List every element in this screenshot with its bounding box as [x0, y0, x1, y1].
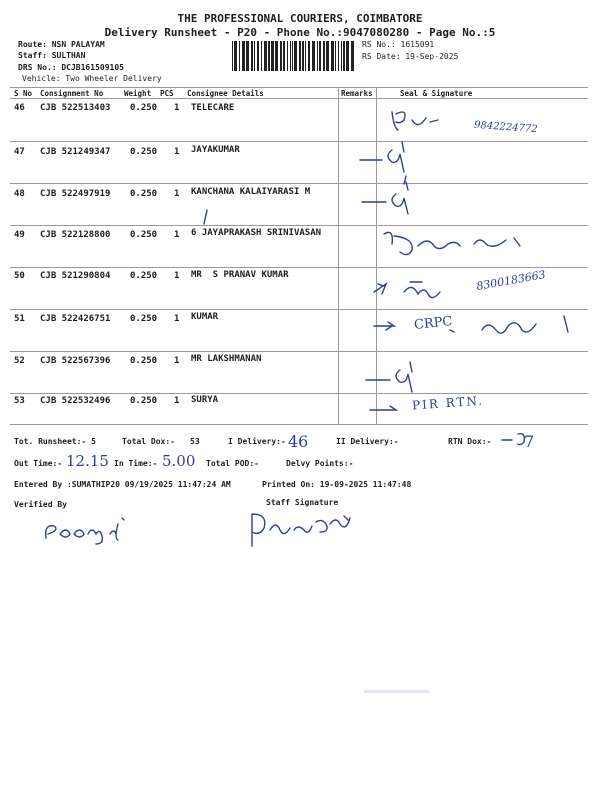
tot-runsheet: Tot. Runsheet:- 5	[14, 437, 96, 446]
i-delivery-value: 46	[288, 432, 309, 451]
row-consignment: CJB 522497919	[40, 189, 111, 199]
row-consignment: CJB 522532496	[40, 396, 111, 406]
col-consignment: Consignment No	[40, 89, 104, 98]
verified-signature	[46, 518, 124, 544]
row-pcs: 1	[174, 356, 180, 366]
staff-label: Staff: SULTHAN	[18, 51, 86, 60]
row-consignee: SURYA	[191, 395, 219, 405]
row-sno: 46	[14, 103, 25, 113]
printed-on: Printed On: 19-09-2025 11:47:48	[262, 480, 412, 489]
signature-row-49	[384, 232, 520, 254]
row-consignee: MR S PRANAV KUMAR	[191, 270, 289, 280]
entered-by: Entered By :SUMATHIP20 09/19/2025 11:47:24 AM	[14, 480, 231, 489]
row-consignee: TELECARE	[191, 103, 235, 113]
in-time-label: In Time:-	[114, 459, 158, 468]
row-consignment: CJB 522128800	[40, 230, 111, 240]
row-consignee: 6 JAYAPRAKASH SRINIVASAN	[191, 228, 322, 238]
row-pcs: 1	[174, 396, 180, 406]
pir-rtn-note: PIR RTN.	[411, 393, 485, 413]
row-pcs: 1	[174, 314, 180, 324]
rs-number: RS No.: 1615091	[362, 40, 435, 49]
row-consignment: CJB 521290804	[40, 271, 111, 281]
staff-signature	[252, 514, 350, 546]
out-time-label: Out Time:-	[14, 459, 63, 468]
verified-by-label: Verified By	[14, 500, 67, 509]
row-sno: 48	[14, 189, 25, 199]
signature-row-47	[360, 142, 404, 172]
rtn-dox-value: 7	[524, 432, 535, 451]
staff-signature-label: Staff Signature	[266, 498, 339, 507]
row-weight: 0.250	[130, 396, 158, 406]
crpc-note: CRPC	[413, 314, 454, 333]
row-pcs: 1	[174, 103, 180, 113]
row-weight: 0.250	[130, 189, 158, 199]
row-consignment: CJB 521249347	[40, 147, 111, 157]
delvy-points-label: Delvy Points:-	[286, 459, 354, 468]
row-sno: 52	[14, 356, 25, 366]
ii-delivery-label: II Delivery:-	[336, 437, 399, 446]
row-pcs: 1	[174, 271, 180, 281]
row-weight: 0.250	[130, 147, 158, 157]
signature-row-46	[392, 112, 405, 130]
row-weight: 0.250	[130, 230, 158, 240]
rs-date: RS Date: 19-Sep-2025	[362, 52, 459, 61]
total-dox-value: 53	[190, 437, 200, 446]
phone-handwritten-2: 8300183663	[475, 268, 547, 293]
row-pcs: 1	[174, 230, 180, 240]
company-title: THE PROFESSIONAL COURIERS, COIMBATORE	[177, 12, 423, 25]
rtn-dox-label: RTN Dox:-	[448, 437, 492, 446]
i-delivery-label: I Delivery:-	[228, 437, 286, 446]
row-sno: 51	[14, 314, 25, 324]
out-time-value: 12.15	[66, 452, 109, 470]
signature-row-53	[370, 406, 396, 410]
col-sno: S No	[14, 89, 33, 98]
row-weight: 0.250	[130, 356, 158, 366]
col-weight: Weight	[124, 89, 152, 98]
signature-row-50	[374, 282, 440, 298]
row-pcs: 1	[174, 189, 180, 199]
vehicle-label: Vehicle: Two Wheeler Delivery	[22, 74, 162, 83]
row-consignee: JAYAKUMAR	[191, 145, 240, 155]
row-sno: 50	[14, 271, 25, 281]
col-remarks: Remarks	[341, 89, 373, 98]
row-consignment: CJB 522426751	[40, 314, 111, 324]
runsheet-subtitle: Delivery Runsheet - P20 - Phone No.:9047080280 - Page No.:5	[104, 26, 496, 39]
total-dox-label: Total Dox:-	[122, 437, 175, 446]
total-pod-label: Total POD:-	[206, 459, 259, 468]
signature-row-48	[362, 176, 408, 214]
row-consignee: MR LAKSHMANAN	[191, 354, 262, 364]
row-pcs: 1	[174, 147, 180, 157]
row-weight: 0.250	[130, 314, 158, 324]
route-label: Route: NSN PALAYAM	[18, 40, 105, 49]
row-sno: 53	[14, 396, 25, 406]
in-time-value: 5.00	[162, 452, 196, 470]
col-consignee: Consignee Details	[187, 89, 264, 98]
row-consignment: CJB 522567396	[40, 356, 111, 366]
row-weight: 0.250	[130, 103, 158, 113]
row-consignee: KUMAR	[191, 312, 219, 322]
scan-mark	[364, 690, 430, 693]
row-consignment: CJB 522513403	[40, 103, 111, 113]
row-sno: 49	[14, 230, 25, 240]
signature-row-52	[366, 362, 412, 392]
phone-handwritten-1: 9842224772	[473, 119, 538, 136]
drs-label: DRS No.: DCJB161509105	[18, 63, 124, 72]
signature-row-51	[374, 316, 568, 333]
col-seal-signature: Seal & Signature	[400, 89, 473, 98]
row-consignee: KANCHANA KALAIYARASI M	[191, 187, 311, 197]
col-pcs: PCS	[160, 89, 174, 98]
row-weight: 0.250	[130, 271, 158, 281]
row-sno: 47	[14, 147, 25, 157]
